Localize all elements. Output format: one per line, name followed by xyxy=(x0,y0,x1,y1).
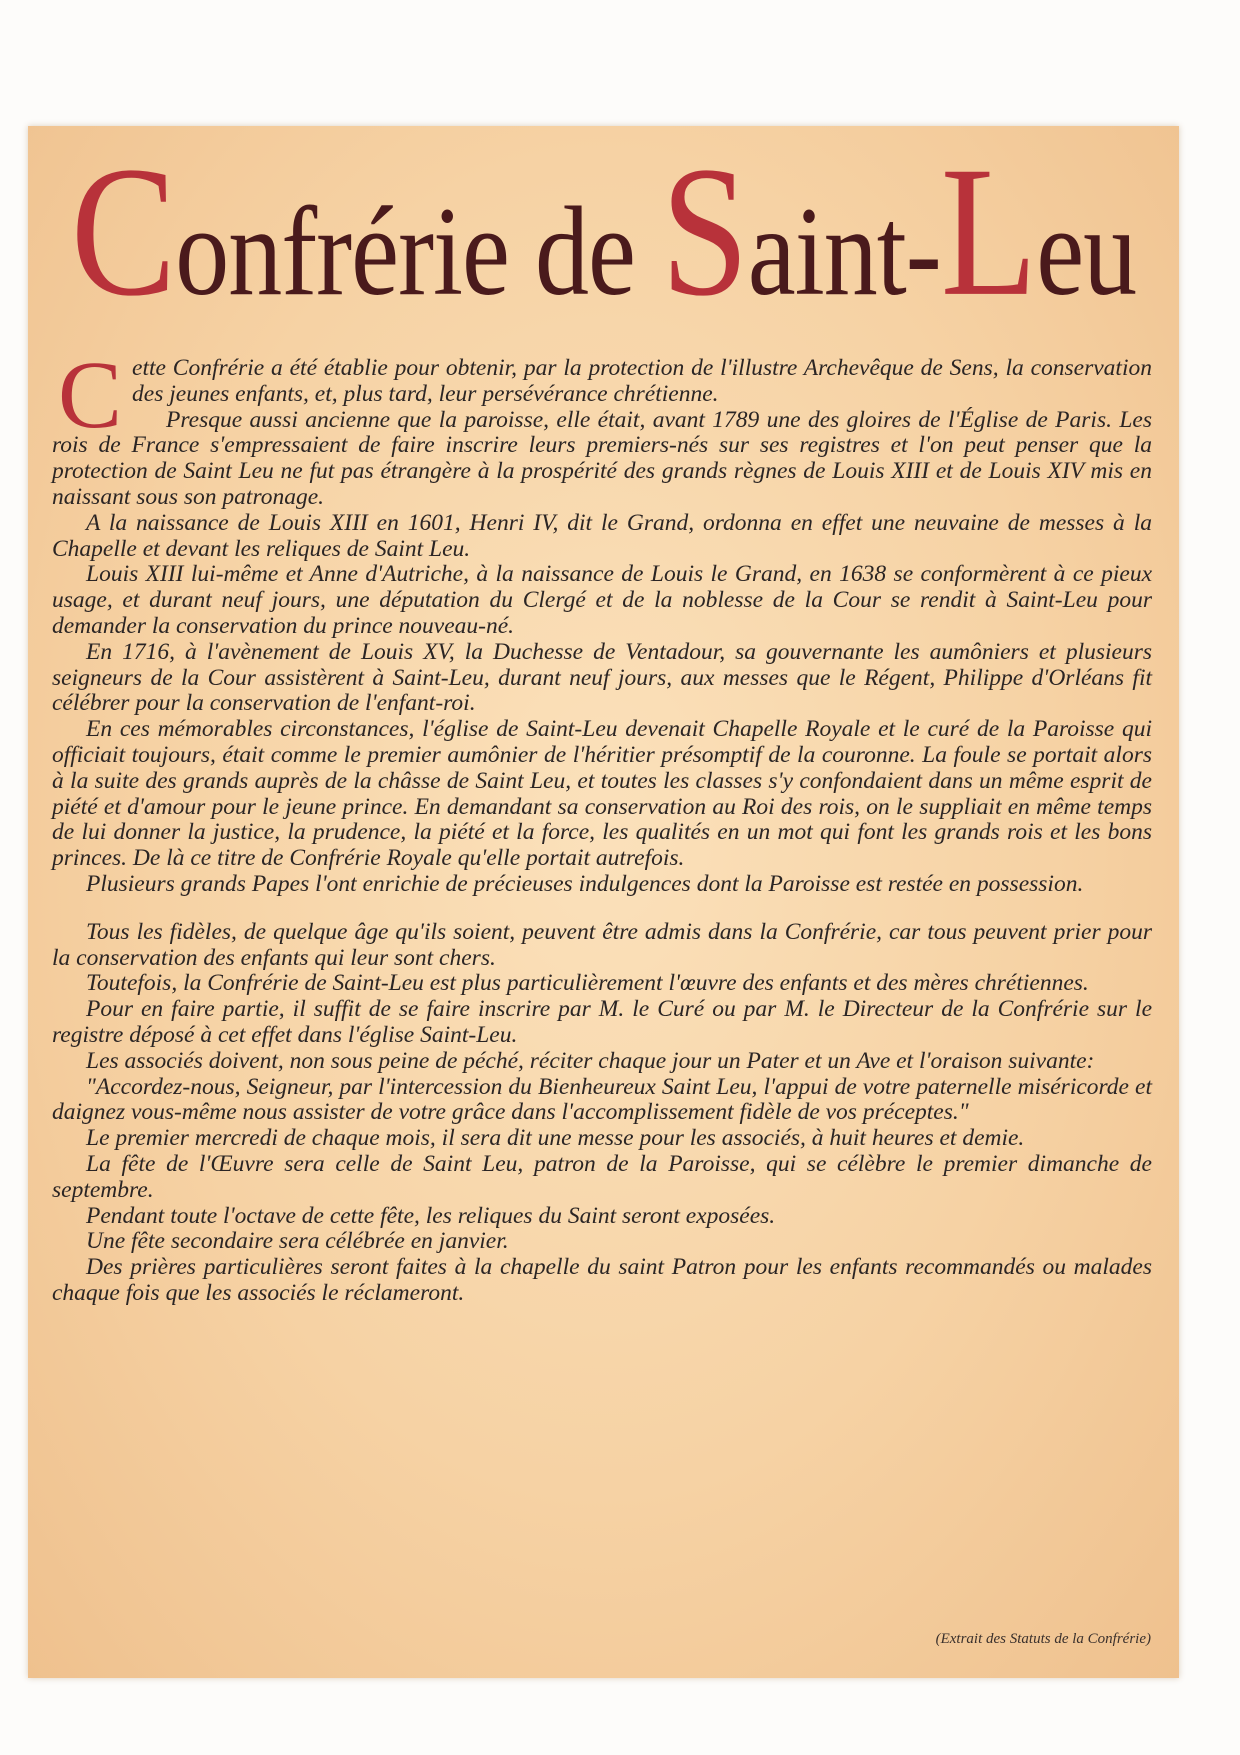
paragraph: Louis XIII lui-même et Anne d'Autriche, à la naissance de Louis le Grand, en 1638 se conformèrent à ce pieux usage, et durant neuf jours, une députation du Clergé et de la noblesse de la Cour se rendit à Saint-Leu pour demander la conservation du prince nouveau-né. xyxy=(52,561,1152,639)
paragraph: Plusieurs grands Papes l'ont enrichie de précieuses indulgences dont la Paroisse est restée en possession. xyxy=(86,870,1084,897)
paragraph: Cette Confrérie a été établie pour obtenir, par la protection de l'illustre Archevêque de Sens, la conservation des jeunes enfants, et, plus tard, leur persévérance chrétienne. xyxy=(58,341,1152,448)
paragraph: Le premier mercredi de chaque mois, il sera dit une messe pour les associés, à huit heures et demie. xyxy=(86,1125,1025,1152)
paragraph: La fête de l'Œuvre sera celle de Saint Leu, patron de la Paroisse, qui se célèbre le premier dimanche de septembre. xyxy=(52,1150,1152,1203)
page-title xyxy=(28,128,1179,341)
paragraph: En 1716, à l'avènement de Louis XV, la Duchesse de Ventadour, sa gouvernante les aumôniers et plusieurs seigneurs de la Cour assistèrent à Saint-Leu, durant neuf jours, aux messes que le Régent, Philippe d'Orléans fit célébrer pour la conservation de l'enfant-roi. xyxy=(52,638,1152,717)
title-initial-s: S xyxy=(660,128,748,336)
title-part-1: onfrérie de xyxy=(175,181,661,323)
title-part-2: aint- xyxy=(747,181,941,323)
paragraph: Presque aussi ancienne que la paroisse, elle était, avant 1789 une des gloires de l'Église de Paris. Les rois de France s'empressaient de faire inscrire leurs premiers-nés sur ses registres et l'on peut penser que la protection de Saint Leu ne fut pas étrangère à la prospérité des grands règnes de Louis XIII et de Louis XIV mis en naissant sous son patronage. xyxy=(52,406,1152,510)
title-initial-l: L xyxy=(940,128,1037,336)
paragraph: Toutefois, la Confrérie de Saint-Leu est plus particulièrement l'œuvre des enfants et des mères chrétiennes. xyxy=(86,970,1089,997)
document-sheet xyxy=(28,126,1179,1678)
body-text xyxy=(52,341,1152,1307)
paragraph: Pour en faire partie, il suffit de se faire inscrire par M. le Curé ou par M. le Directeur de la Confrérie sur le registre déposé à cet effet dans l'église Saint-Leu. xyxy=(52,996,1152,1048)
paragraph: A la naissance de Louis XIII en 1601, Henri IV, dit le Grand, ordonna en effet une neuvaine de messes à la Chapelle et devant les reliques de Saint Leu. xyxy=(52,509,1152,562)
title-part-3: eu xyxy=(1036,181,1137,323)
paragraph: Pendant toute l'octave de cette fête, les reliques du Saint seront exposées. xyxy=(86,1202,776,1229)
prayer-paragraph: "Accordez-nous, Seigneur, par l'intercession du Bienheureux Saint Leu, l'appui de votre paternelle miséricorde et daignez vous-même nous assister de votre grâce dans l'accomplissement fidèle de vos préceptes." xyxy=(52,1073,1152,1126)
paragraph: Tous les fidèles, de quelque âge qu'ils soient, peuvent être admis dans la Confrérie, car tous peuvent prier pour la conservation des enfants qui leur sont chers. xyxy=(52,918,1152,971)
drop-cap: C xyxy=(58,341,123,448)
paragraph: Une fête secondaire sera célébrée en janvier. xyxy=(86,1228,509,1255)
source-footnote: (Extrait des Statuts de la Confrérie) xyxy=(935,1631,1151,1647)
paragraph: En ces mémorables circonstances, l'église de Saint-Leu devenait Chapelle Royale et le curé de la Paroisse qui officiait toujours, était comme le premier aumônier de l'héritier présomptif de la couronne. La foule se portait alors à la suite des grands auprès de la châsse de Saint Leu, et toutes les classes s'y confondaient dans un même esprit de piété et d'amour pour le jeune prince. En demandant sa conservation au Roi des rois, on le suppliait en même temps de lui donner la justice, la prudence, la piété et la force, les qualités en un mot qui font les grands rois et les bons princes. De là ce titre de Confrérie Royale qu'elle portait autrefois. xyxy=(52,716,1152,872)
title-initial-c: C xyxy=(70,128,176,336)
paragraph: Des prières particulières seront faites à la chapelle du saint Patron pour les enfants recommandés ou malades chaque fois que les associés le réclameront. xyxy=(52,1254,1152,1306)
paragraph: Les associés doivent, non sous peine de péché, réciter chaque jour un Pater et un Ave et l'oraison suivante: xyxy=(86,1047,1095,1074)
